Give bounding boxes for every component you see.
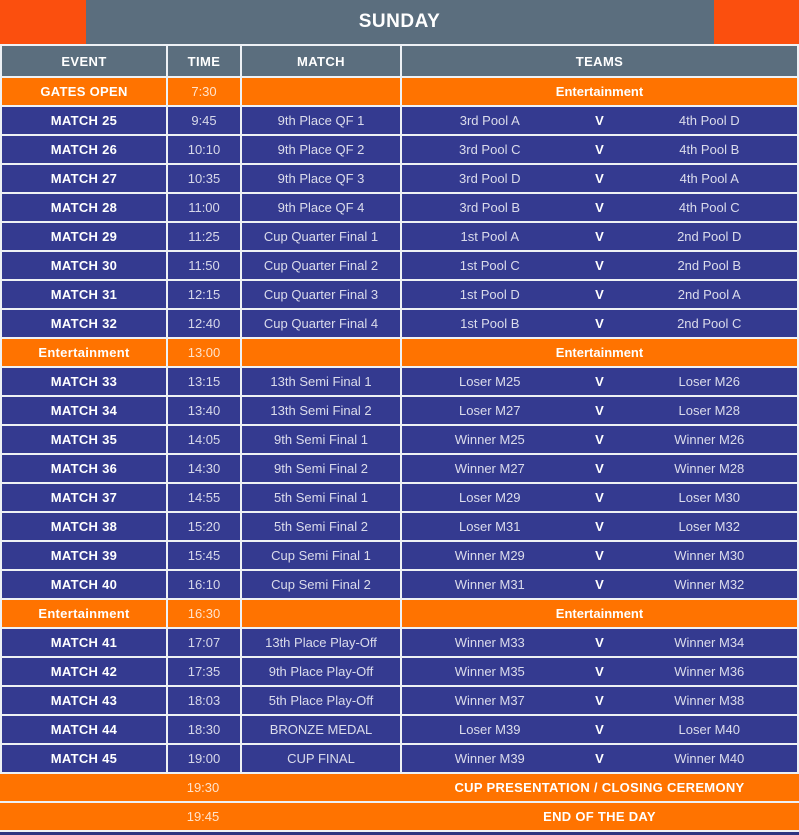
team-home: Winner M27 [454, 461, 525, 476]
event-cell: MATCH 28 [2, 194, 166, 221]
team-away: 4th Pool B [679, 142, 740, 157]
match-cell-empty [240, 803, 400, 830]
versus-label: V [595, 432, 604, 447]
versus-label: V [595, 171, 604, 186]
match-row [0, 368, 799, 395]
event-cell: MATCH 43 [2, 687, 166, 714]
closing-row [0, 774, 799, 801]
match-cell: 13th Place Play-Off [242, 629, 400, 656]
event-cell: Entertainment [2, 339, 166, 366]
event-cell: MATCH 36 [2, 455, 166, 482]
teams-cell [402, 484, 797, 511]
event-cell: MATCH 38 [2, 513, 166, 540]
match-row [0, 426, 799, 453]
teams-banner-cell: Entertainment [402, 600, 797, 627]
team-home: 1st Pool B [460, 316, 520, 331]
match-cell: 13th Semi Final 1 [242, 368, 400, 395]
team-home: 3rd Pool B [459, 200, 521, 215]
time-cell: 16:10 [168, 571, 240, 598]
team-away: 4th Pool A [679, 171, 739, 186]
day-title: SUNDAY [86, 0, 714, 44]
versus-label: V [595, 722, 604, 737]
team-away: Winner M26 [674, 432, 745, 447]
match-row [0, 136, 799, 163]
teams-cell [402, 716, 797, 743]
versus-label: V [595, 635, 604, 650]
match-row [0, 658, 799, 685]
match-cell [242, 78, 400, 105]
event-cell: MATCH 40 [2, 571, 166, 598]
event-cell: MATCH 26 [2, 136, 166, 163]
time-cell: 19:00 [168, 745, 240, 772]
event-cell: MATCH 41 [2, 629, 166, 656]
team-home: Loser M39 [459, 722, 521, 737]
team-away: Loser M32 [678, 519, 740, 534]
match-cell: Cup Semi Final 2 [242, 571, 400, 598]
versus-label: V [595, 200, 604, 215]
match-cell: 13th Semi Final 2 [242, 397, 400, 424]
time-cell: 11:50 [168, 252, 240, 279]
team-home: Winner M25 [454, 432, 525, 447]
time-cell: 10:10 [168, 136, 240, 163]
column-header-match: MATCH [242, 46, 400, 76]
match-row [0, 687, 799, 714]
match-cell: Cup Quarter Final 3 [242, 281, 400, 308]
team-home: Winner M35 [454, 664, 525, 679]
match-cell: 9th Semi Final 1 [242, 426, 400, 453]
teams-cell [402, 571, 797, 598]
match-cell-empty [240, 774, 400, 801]
event-cell: Entertainment [2, 600, 166, 627]
time-cell: 14:55 [168, 484, 240, 511]
time-cell: 12:15 [168, 281, 240, 308]
time-cell: 15:20 [168, 513, 240, 540]
team-home: 1st Pool D [459, 287, 520, 302]
teams-cell [402, 455, 797, 482]
team-home: Winner M39 [454, 751, 525, 766]
team-away: 2nd Pool A [677, 287, 741, 302]
event-cell: MATCH 35 [2, 426, 166, 453]
match-row [0, 484, 799, 511]
event-cell: MATCH 25 [2, 107, 166, 134]
team-home: Winner M29 [454, 548, 525, 563]
team-home: 1st Pool A [460, 229, 520, 244]
teams-cell [402, 223, 797, 250]
teams-cell [402, 397, 797, 424]
versus-label: V [595, 519, 604, 534]
match-row [0, 745, 799, 772]
time-cell: 19:30 [166, 774, 240, 801]
event-cell-empty [0, 803, 166, 830]
match-cell: Cup Quarter Final 4 [242, 310, 400, 337]
schedule-rows [0, 78, 799, 830]
event-cell: MATCH 30 [2, 252, 166, 279]
versus-label: V [595, 693, 604, 708]
teams-cell [402, 368, 797, 395]
teams-cell [402, 513, 797, 540]
versus-label: V [595, 287, 604, 302]
match-cell: 9th Place QF 1 [242, 107, 400, 134]
match-cell: 5th Place Play-Off [242, 687, 400, 714]
match-row [0, 455, 799, 482]
team-away: Loser M30 [678, 490, 740, 505]
event-cell: MATCH 32 [2, 310, 166, 337]
match-cell: 5th Semi Final 1 [242, 484, 400, 511]
versus-label: V [595, 316, 604, 331]
team-away: 2nd Pool D [677, 229, 742, 244]
time-cell: 17:35 [168, 658, 240, 685]
match-row [0, 107, 799, 134]
time-cell: 13:40 [168, 397, 240, 424]
entertainment-row [0, 78, 799, 105]
team-away: 2nd Pool C [677, 316, 742, 331]
versus-label: V [595, 113, 604, 128]
team-away: 2nd Pool B [677, 258, 742, 273]
event-cell: MATCH 31 [2, 281, 166, 308]
team-home: 1st Pool C [459, 258, 520, 273]
match-cell: BRONZE MEDAL [242, 716, 400, 743]
team-home: Loser M29 [459, 490, 521, 505]
versus-label: V [595, 577, 604, 592]
teams-banner-cell: Entertainment [402, 78, 797, 105]
match-cell: 9th Place QF 4 [242, 194, 400, 221]
team-away: Winner M40 [674, 751, 745, 766]
teams-cell [402, 542, 797, 569]
entertainment-row [0, 600, 799, 627]
versus-label: V [595, 461, 604, 476]
match-row [0, 629, 799, 656]
teams-cell [402, 658, 797, 685]
column-header-event: EVENT [2, 46, 166, 76]
team-away: Winner M38 [674, 693, 745, 708]
team-away: Loser M28 [678, 403, 740, 418]
team-away: Winner M32 [674, 577, 745, 592]
teams-cell [402, 310, 797, 337]
teams-cell [402, 426, 797, 453]
column-header-time: TIME [168, 46, 240, 76]
team-home: 3rd Pool D [459, 171, 521, 186]
time-cell: 17:07 [168, 629, 240, 656]
team-home: Loser M25 [459, 374, 521, 389]
match-cell: Cup Semi Final 1 [242, 542, 400, 569]
versus-label: V [595, 374, 604, 389]
event-cell-empty [0, 774, 166, 801]
event-cell: GATES OPEN [2, 78, 166, 105]
event-cell: MATCH 34 [2, 397, 166, 424]
team-away: Loser M40 [678, 722, 740, 737]
match-row [0, 542, 799, 569]
match-cell: Cup Quarter Final 2 [242, 252, 400, 279]
closing-row [0, 803, 799, 830]
column-header-teams: TEAMS [402, 46, 797, 76]
versus-label: V [595, 751, 604, 766]
teams-cell [402, 629, 797, 656]
team-away: Loser M26 [678, 374, 740, 389]
match-row [0, 165, 799, 192]
teams-cell [402, 281, 797, 308]
match-row [0, 571, 799, 598]
teams-cell [402, 687, 797, 714]
closing-label: END OF THE DAY [400, 803, 799, 830]
match-cell: 5th Semi Final 2 [242, 513, 400, 540]
time-cell: 19:45 [166, 803, 240, 830]
time-cell: 11:00 [168, 194, 240, 221]
match-cell: 9th Semi Final 2 [242, 455, 400, 482]
entertainment-row [0, 339, 799, 366]
match-cell: 9th Place QF 3 [242, 165, 400, 192]
match-cell [242, 339, 400, 366]
team-home: 3rd Pool A [459, 113, 520, 128]
teams-cell [402, 136, 797, 163]
column-header-row [0, 46, 799, 76]
team-away: Winner M34 [674, 635, 745, 650]
event-cell: MATCH 27 [2, 165, 166, 192]
teams-banner-cell: Entertainment [402, 339, 797, 366]
versus-label: V [595, 142, 604, 157]
team-home: Winner M31 [454, 577, 525, 592]
match-cell: Cup Quarter Final 1 [242, 223, 400, 250]
versus-label: V [595, 548, 604, 563]
event-cell: MATCH 37 [2, 484, 166, 511]
versus-label: V [595, 403, 604, 418]
team-away: 4th Pool D [678, 113, 740, 128]
versus-label: V [595, 229, 604, 244]
closing-label: CUP PRESENTATION / CLOSING CEREMONY [400, 774, 799, 801]
match-row [0, 223, 799, 250]
teams-cell [402, 107, 797, 134]
time-cell: 18:30 [168, 716, 240, 743]
teams-cell [402, 165, 797, 192]
team-home: 3rd Pool C [459, 142, 521, 157]
teams-cell [402, 745, 797, 772]
event-cell: MATCH 33 [2, 368, 166, 395]
team-away: Winner M30 [674, 548, 745, 563]
time-cell: 11:25 [168, 223, 240, 250]
event-cell: MATCH 39 [2, 542, 166, 569]
match-row [0, 252, 799, 279]
match-cell: CUP FINAL [242, 745, 400, 772]
team-home: Loser M31 [459, 519, 521, 534]
match-row [0, 397, 799, 424]
match-row [0, 310, 799, 337]
time-cell: 12:40 [168, 310, 240, 337]
time-cell: 16:30 [168, 600, 240, 627]
event-cell: MATCH 45 [2, 745, 166, 772]
team-away: Winner M36 [674, 664, 745, 679]
team-home: Winner M33 [454, 635, 525, 650]
time-cell: 7:30 [168, 78, 240, 105]
time-cell: 15:45 [168, 542, 240, 569]
versus-label: V [595, 258, 604, 273]
match-row [0, 194, 799, 221]
time-cell: 10:35 [168, 165, 240, 192]
time-cell: 14:30 [168, 455, 240, 482]
match-cell: 9th Place QF 2 [242, 136, 400, 163]
event-cell: MATCH 42 [2, 658, 166, 685]
time-cell: 18:03 [168, 687, 240, 714]
teams-cell [402, 252, 797, 279]
title-bar [0, 0, 799, 44]
event-cell: MATCH 29 [2, 223, 166, 250]
time-cell: 9:45 [168, 107, 240, 134]
time-cell: 13:15 [168, 368, 240, 395]
match-row [0, 281, 799, 308]
team-away: Winner M28 [674, 461, 745, 476]
time-cell: 14:05 [168, 426, 240, 453]
match-row [0, 513, 799, 540]
team-home: Winner M37 [454, 693, 525, 708]
time-cell: 13:00 [168, 339, 240, 366]
match-cell [242, 600, 400, 627]
versus-label: V [595, 664, 604, 679]
event-cell: MATCH 44 [2, 716, 166, 743]
team-home: Loser M27 [459, 403, 521, 418]
match-row [0, 716, 799, 743]
teams-cell [402, 194, 797, 221]
match-cell: 9th Place Play-Off [242, 658, 400, 685]
team-away: 4th Pool C [678, 200, 740, 215]
versus-label: V [595, 490, 604, 505]
